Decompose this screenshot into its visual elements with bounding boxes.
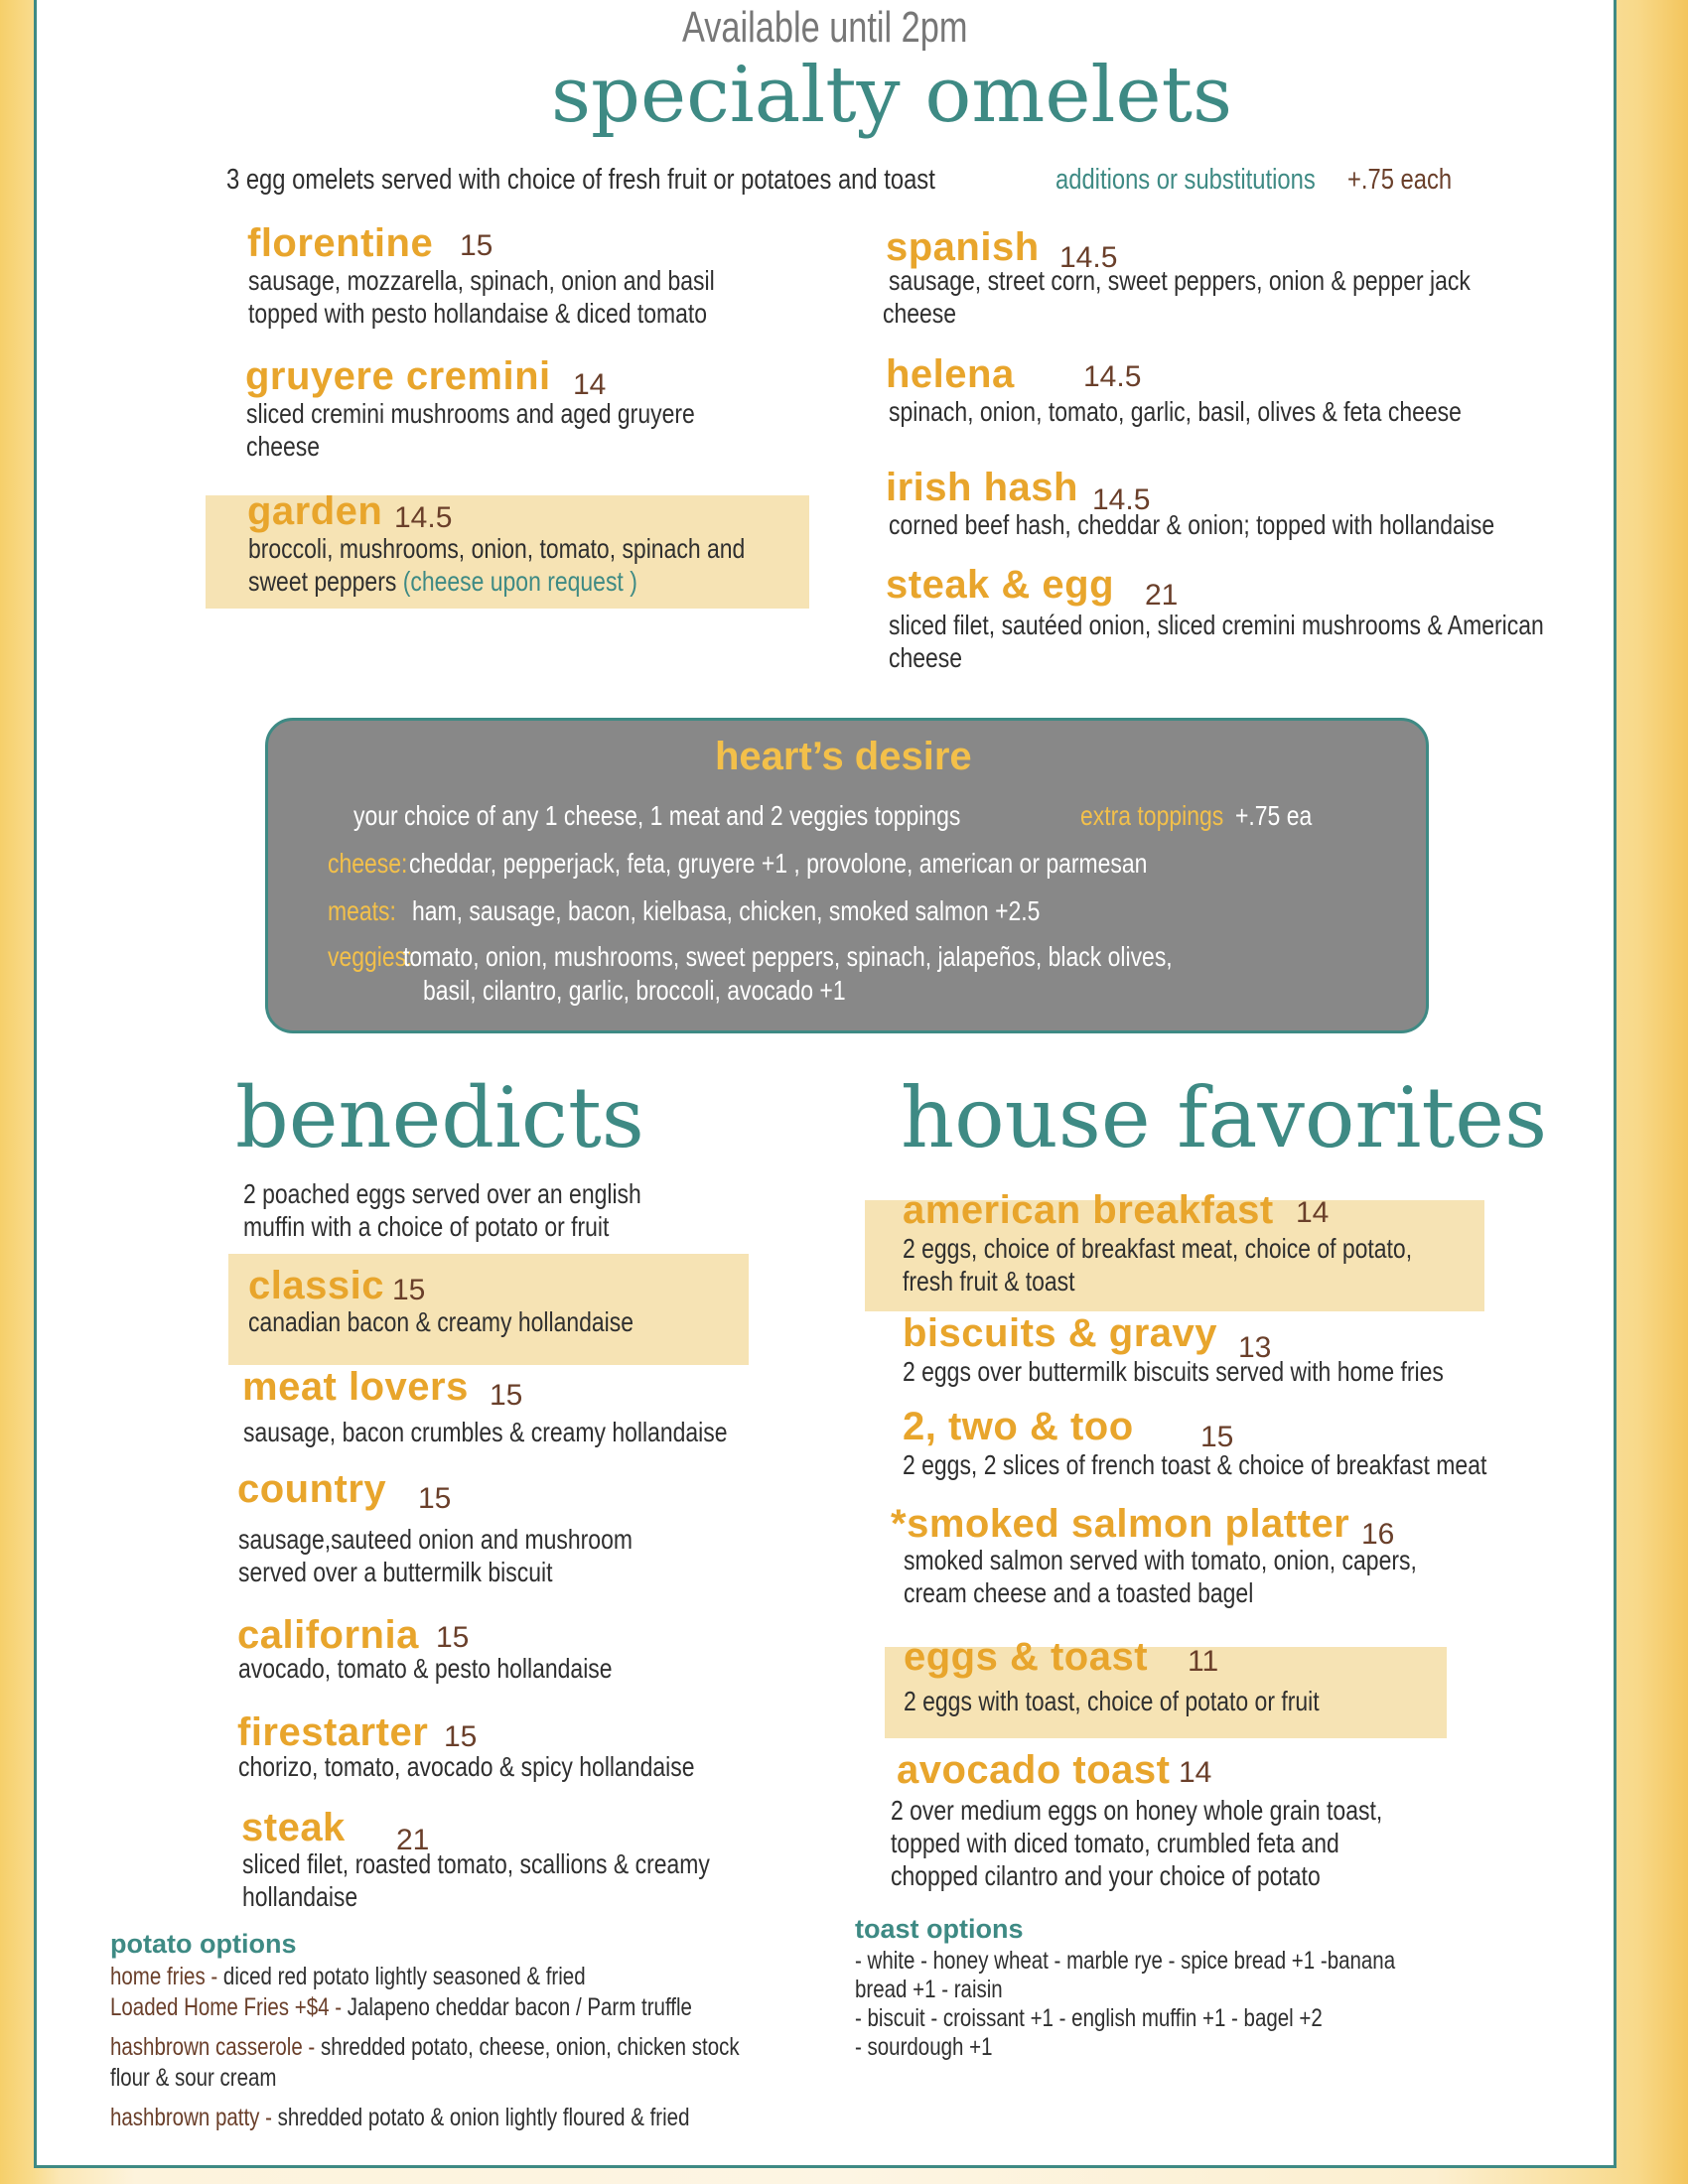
omelet-name: helena (886, 352, 1015, 396)
favorite-price: 11 (1188, 1645, 1219, 1678)
hearts-desire-intro: your choice of any 1 cheese, 1 meat and 2 veggies toppings (353, 800, 961, 831)
potato-option: home fries - diced red potato lightly seasoned & fried (110, 1963, 586, 1990)
toast-option: bread +1 - raisin (855, 1976, 1003, 2003)
benedict-name: meat lovers (242, 1365, 469, 1409)
extra-toppings-label: extra toppings (1080, 800, 1224, 831)
veggies-options: basil, cilantro, garlic, broccoli, avocado +1 (423, 975, 846, 1006)
benedicts-intro: muffin with a choice of potato or fruit (243, 1211, 610, 1242)
favorite-price: 16 (1361, 1518, 1395, 1551)
favorite-desc: 2 eggs, 2 slices of french toast & choice of breakfast meat (903, 1449, 1487, 1480)
additions-label: additions or substitutions (1055, 164, 1316, 196)
hearts-desire-title: heart’s desire (715, 735, 972, 778)
additions-price: +.75 each (1347, 164, 1453, 196)
benedict-name: steak (241, 1806, 346, 1849)
benedict-desc: hollandaise (242, 1881, 358, 1912)
favorite-name: biscuits & gravy (903, 1311, 1218, 1355)
omelets-intro: 3 egg omelets served with choice of fresh fruit or potatoes and toast (226, 164, 935, 196)
favorite-price: 15 (1200, 1421, 1234, 1453)
benedict-name: classic (248, 1264, 384, 1307)
omelet-desc: sausage, street corn, sweet peppers, onion & pepper jack (889, 265, 1471, 296)
benedict-price: 15 (418, 1482, 452, 1515)
favorite-name: avocado toast (897, 1748, 1171, 1792)
omelet-price: 15 (460, 229, 493, 262)
benedict-price: 15 (392, 1274, 426, 1306)
benedict-desc: canadian bacon & creamy hollandaise (248, 1306, 634, 1337)
meats-label: meats: (328, 895, 396, 926)
favorite-name: eggs & toast (904, 1635, 1149, 1679)
benedict-price: 21 (396, 1824, 430, 1856)
toast-option: - white - honey wheat - marble rye - spice bread +1 -banana (855, 1947, 1396, 1975)
cheese-options: cheddar, pepperjack, feta, gruyere +1 , provolone, american or parmesan (409, 848, 1148, 879)
omelets-title: specialty omelets (551, 51, 1232, 140)
extra-toppings-price: +.75 ea (1235, 800, 1313, 831)
benedict-desc: sausage,sauteed onion and mushroom (238, 1524, 633, 1555)
omelet-price: 21 (1145, 579, 1179, 612)
veggies-options: tomato, onion, mushrooms, sweet peppers, spinach, jalapeños, black olives, (403, 941, 1173, 972)
benedict-desc: avocado, tomato & pesto hollandaise (238, 1653, 613, 1684)
veggies-label: veggies: (328, 941, 413, 972)
omelet-price: 14.5 (1083, 360, 1142, 393)
potato-option: hashbrown casserole - shredded potato, cheese, onion, chicken stock (110, 2033, 740, 2061)
omelet-name: garden (247, 489, 383, 533)
favorite-name: 2, two & too (903, 1405, 1134, 1448)
favorite-price: 14 (1296, 1196, 1330, 1229)
benedict-name: firestarter (237, 1710, 429, 1754)
favorite-desc: 2 eggs over buttermilk biscuits served with home fries (903, 1356, 1444, 1387)
omelet-price: 14.5 (1059, 241, 1118, 274)
toast-options-title: toast options (855, 1914, 1024, 1944)
omelet-desc: cheese (883, 298, 957, 329)
benedicts-intro: 2 poached eggs served over an english (243, 1178, 641, 1209)
potato-option: Loaded Home Fries +$4 - Jalapeno cheddar bacon / Parm truffle (110, 1993, 692, 2021)
omelet-name: steak & egg (886, 563, 1115, 607)
favorite-name: american breakfast (903, 1188, 1274, 1232)
omelet-price: 14.5 (1092, 483, 1151, 516)
benedict-price: 15 (490, 1379, 523, 1412)
favorite-desc: 2 over medium eggs on honey whole grain toast, (891, 1795, 1383, 1826)
toast-option: - biscuit - croissant +1 - english muffin +1 - bagel +2 (855, 2004, 1323, 2032)
omelet-desc: sweet peppers (248, 566, 397, 597)
potato-option: hashbrown patty - shredded potato & onion lightly floured & fried (110, 2104, 690, 2131)
cheese-note: (cheese upon request ) (402, 566, 637, 597)
omelet-desc: sliced cremini mushrooms and aged gruyere (246, 398, 695, 429)
omelet-name: florentine (247, 221, 434, 265)
menu-page (34, 0, 1617, 2168)
benedict-name: country (237, 1467, 387, 1511)
omelet-desc: broccoli, mushrooms, onion, tomato, spinach and (248, 533, 746, 564)
cheese-label: cheese: (328, 848, 408, 879)
favorite-desc: 2 eggs with toast, choice of potato or fruit (904, 1686, 1320, 1716)
favorite-desc: 2 eggs, choice of breakfast meat, choice of potato, (903, 1233, 1413, 1264)
omelet-name: irish hash (886, 466, 1078, 509)
potato-options-title: potato options (110, 1929, 297, 1959)
omelet-price: 14.5 (394, 501, 453, 534)
favorite-name: *smoked salmon platter (891, 1502, 1350, 1546)
benedict-desc: chorizo, tomato, avocado & spicy hollandaise (238, 1751, 695, 1782)
benedict-desc: sliced filet, roasted tomato, scallions & creamy (242, 1848, 710, 1879)
omelet-name: spanish (886, 225, 1040, 269)
favorite-desc: cream cheese and a toasted bagel (904, 1577, 1254, 1608)
omelet-desc: spinach, onion, tomato, garlic, basil, olives & feta cheese (889, 396, 1462, 427)
omelet-desc: topped with pesto hollandaise & diced tomato (248, 298, 708, 329)
favorite-desc: smoked salmon served with tomato, onion, capers, (904, 1545, 1417, 1575)
potato-option: flour & sour cream (110, 2064, 277, 2092)
availability-note: Available until 2pm (682, 3, 968, 52)
benedicts-title: benedicts (235, 1069, 644, 1166)
toast-option: - sourdough +1 (855, 2033, 993, 2061)
omelet-desc: corned beef hash, cheddar & onion; topped with hollandaise (889, 509, 1495, 540)
benedict-price: 15 (444, 1720, 478, 1753)
favorite-desc: topped with diced tomato, crumbled feta and (891, 1828, 1339, 1858)
hearts-desire-box (265, 718, 1429, 1033)
benedict-desc: sausage, bacon crumbles & creamy hollandaise (243, 1417, 728, 1447)
benedict-price: 15 (436, 1621, 470, 1654)
omelet-desc: cheese (246, 431, 321, 462)
benedict-desc: served over a buttermilk biscuit (238, 1557, 553, 1587)
meats-options: ham, sausage, bacon, kielbasa, chicken, smoked salmon +2.5 (412, 895, 1041, 926)
benedict-name: california (237, 1613, 419, 1657)
favorite-desc: fresh fruit & toast (903, 1266, 1075, 1297)
omelet-name: gruyere cremini (245, 354, 551, 398)
favorite-price: 13 (1238, 1331, 1272, 1364)
favorite-price: 14 (1179, 1756, 1212, 1789)
omelet-price: 14 (573, 368, 607, 401)
omelet-desc: sausage, mozzarella, spinach, onion and basil (248, 265, 715, 296)
favorite-desc: chopped cilantro and your choice of potato (891, 1860, 1321, 1891)
omelet-desc-row (248, 565, 637, 598)
omelet-desc: cheese (889, 642, 963, 673)
omelet-desc: sliced filet, sautéed onion, sliced cremini mushrooms & American (889, 610, 1544, 640)
house-favorites-title: house favorites (901, 1069, 1548, 1166)
